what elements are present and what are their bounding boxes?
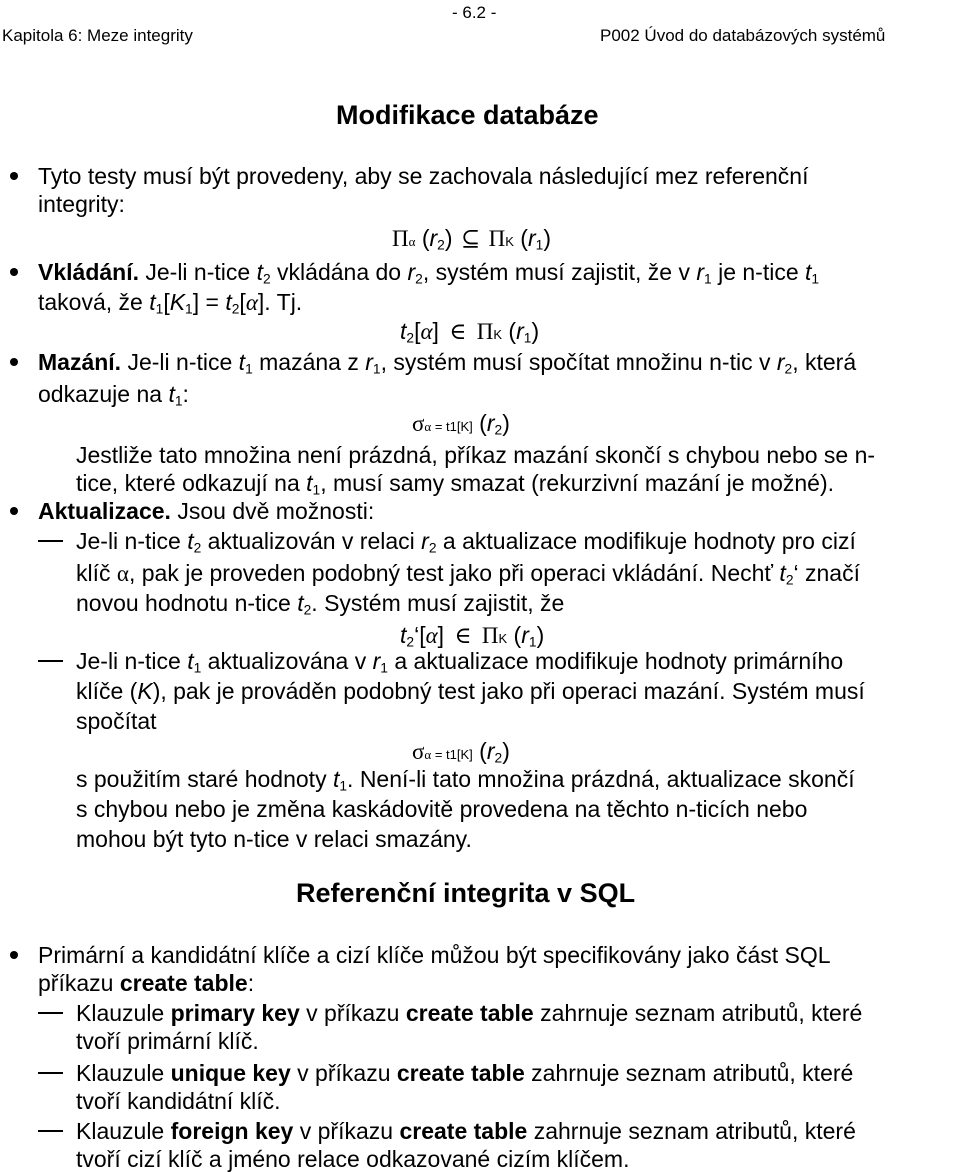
bullet-dot: [10, 507, 18, 515]
bullet-dot: [10, 358, 18, 366]
dash-marker: [38, 540, 63, 542]
sql-intro-line-1: Primární a kandidátní klíče a cizí klíče můžou být specifikovány jako část SQL: [38, 942, 831, 968]
section-title-modifikace: Modifikace databáze: [336, 100, 599, 130]
formula-insert-membership: $t_2[\alpha]$ ∈ ΠK $(r_1)$: [400, 318, 540, 346]
update-b-line-5: s chybou nebo je změna kaskádovitě provedena na těchto n-ticích nebo: [76, 796, 808, 822]
delete-line-3: Jestliže tato množina není prázdná, příkaz mazání skončí s chybou nebo se n-: [76, 442, 876, 468]
dash-marker: [38, 1072, 63, 1074]
dash-marker: [38, 1130, 63, 1132]
sql-item-primary-line-2: tvoří primární klíč.: [76, 1028, 259, 1054]
bullet-dot: [10, 951, 18, 959]
update-b-line-4: s použitím staré hodnoty $t_1$. Není-li tato množina prázdná, aktualizace skončí: [76, 766, 855, 794]
formula-projection-subset: Πα $(r_2)$ ⊆ ΠK $(r_1)$: [392, 225, 551, 253]
intro-line-1: Tyto testy musí být provedeny, aby se zachovala následující mez referenční: [38, 163, 809, 189]
update-b-line-3: spočítat: [76, 708, 157, 734]
formula-delete-selection: σα = t1[K] $(r_2)$: [412, 410, 510, 438]
update-b-line-1: Je-li n-tice $t_1$ aktualizována v $r_1$ a aktualizace modifikuje hodnoty primárního: [76, 648, 844, 676]
update-a-line-1: Je-li n-tice $t_2$ aktualizován v relaci $r_2$ a aktualizace modifikuje hodnoty pro cizí: [76, 528, 856, 556]
intro-line-2: integrity:: [38, 191, 125, 217]
bullet-dot: [10, 268, 18, 276]
update-b-line-6: mohou být tyto n-tice v relaci smazány.: [76, 826, 472, 852]
update-a-line-3: novou hodnotu n-tice $t_2$. Systém musí zajistit, že: [76, 590, 565, 618]
course-title: P002 Úvod do databázových systémů: [600, 26, 886, 45]
delete-line-1: Mazání. Je-li n-tice $t_1$ mazána z $r_1$, systém musí spočítat množinu n-tic v $r_2$, která: [38, 349, 857, 377]
formula-update-membership: $t_2‘[\alpha]$ ∈ ΠK $(r_1)$: [400, 622, 545, 650]
insert-line-2: taková, že $t_1[K_1] = t_2[\alpha]$. Tj.: [38, 289, 303, 317]
update-a-line-2: klíč α, pak je proveden podobný test jako při operaci vkládání. Nechť $t_2‘$ značí: [76, 560, 860, 588]
sql-item-foreign-line-1: Klauzule foreign key v příkazu create table zahrnuje seznam atributů, které: [76, 1118, 856, 1144]
dash-marker: [38, 1012, 63, 1014]
chapter-title: Kapitola 6: Meze integrity: [2, 26, 193, 45]
dash-marker: [38, 660, 63, 662]
section-title-sql: Referenční integrita v SQL: [296, 878, 636, 908]
sql-item-foreign-line-2: tvoří cizí klíč a jméno relace odkazované cizím klíčem.: [76, 1146, 630, 1172]
delete-line-2: odkazuje na $t_1$:: [38, 381, 189, 409]
insert-line-1: Vkládání. Je-li n-tice $t_2$ vkládána do $r_2$, systém musí zajistit, že v $r_1$ je n-tice $t_1$: [38, 259, 820, 287]
formula-update-selection: σα = t1[K] $(r_2)$: [412, 738, 510, 766]
sql-intro-line-2: příkazu create table:: [38, 970, 255, 996]
sql-item-unique-line-2: tvoří kandidátní klíč.: [76, 1088, 281, 1114]
update-b-line-2: klíče (K), pak je prováděn podobný test jako při operaci mazání. Systém musí: [76, 678, 865, 704]
update-heading: Aktualizace. Jsou dvě možnosti:: [38, 498, 375, 524]
page-number: - 6.2 -: [452, 3, 497, 22]
sql-item-unique-line-1: Klauzule unique key v příkazu create table zahrnuje seznam atributů, které: [76, 1060, 854, 1086]
bullet-dot: [10, 172, 18, 180]
delete-line-4: tice, které odkazují na $t_1$, musí samy smazat (rekurzivní mazání je možné).: [76, 470, 835, 498]
sql-item-primary-line-1: Klauzule primary key v příkazu create table zahrnuje seznam atributů, které: [76, 1000, 863, 1026]
